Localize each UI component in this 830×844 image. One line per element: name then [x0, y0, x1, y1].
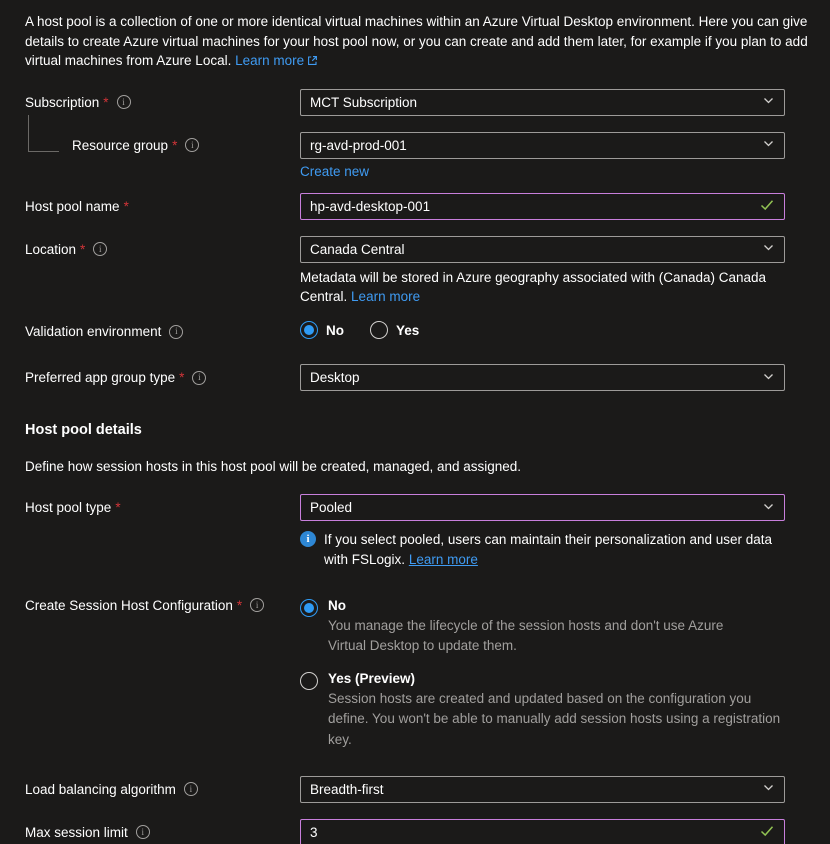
intro-text: A host pool is a collection of one or more identical virtual machines within an Azure Virtual Desktop environment. Here you can give details to create Azure virtual machines for your host pool now, or you can create and add them later, for example if you plan to add virtual machines from Azure Local. — [25, 14, 808, 69]
max-session-limit-row — [25, 819, 810, 844]
validation-no-label: No — [326, 322, 344, 338]
info-icon[interactable]: i — [192, 371, 206, 385]
resource-group-value: rg-avd-prod-001 — [310, 137, 407, 153]
cshc-label-group — [25, 595, 300, 613]
cshc-yes-label: Yes (Preview) — [328, 671, 416, 687]
info-icon[interactable]: i — [185, 138, 199, 152]
load-balancing-algorithm-dropdown[interactable] — [300, 776, 785, 803]
host-pool-details-heading: Host pool details — [25, 422, 142, 439]
load-balancing-algorithm-value: Breadth-first — [310, 781, 384, 797]
pooled-info-text: If you select pooled, users can maintain their personalization and user data with FSLogix. — [324, 532, 773, 568]
cshc-no-label: No — [328, 597, 346, 613]
resource-group-label-group — [25, 132, 300, 153]
info-icon[interactable]: i — [136, 825, 150, 839]
cshc-no-content — [328, 598, 748, 657]
host-pool-type-dropdown[interactable] — [300, 494, 785, 521]
preferred-app-group-type-label: Preferred app group type — [25, 370, 176, 386]
elbow-connector — [28, 115, 59, 152]
validation-no-option[interactable] — [300, 321, 344, 339]
host-pool-name-field — [300, 193, 785, 220]
location-label-group — [25, 236, 300, 257]
max-session-limit-label-group — [25, 819, 300, 840]
pooled-info-note — [300, 530, 785, 569]
chevron-down-icon — [762, 781, 775, 797]
preferred-app-group-type-label-group — [25, 364, 300, 385]
location-dropdown[interactable] — [300, 236, 785, 263]
load-balancing-algorithm-row — [25, 776, 810, 803]
preferred-app-group-type-value: Desktop — [310, 370, 360, 386]
cshc-yes-option[interactable] — [300, 671, 785, 750]
info-icon[interactable]: i — [93, 242, 107, 256]
subscription-row — [25, 89, 810, 116]
radio-selected-icon — [300, 599, 318, 617]
host-pool-name-label: Host pool name — [25, 198, 120, 214]
location-value: Canada Central — [310, 241, 405, 257]
validation-environment-label: Validation environment — [25, 324, 162, 340]
host-pool-type-value: Pooled — [310, 500, 353, 516]
valid-check-icon — [759, 198, 775, 215]
cshc-yes-content — [328, 671, 785, 750]
host-pool-type-label-group — [25, 494, 300, 515]
resource-group-dropdown[interactable] — [300, 132, 785, 159]
subscription-label: Subscription — [25, 94, 100, 110]
resource-group-label: Resource group — [72, 137, 169, 153]
required-asterisk: * — [236, 597, 243, 613]
external-link-icon — [307, 54, 318, 69]
create-new-link[interactable]: Create new — [300, 163, 370, 179]
location-helper: Metadata will be stored in Azure geography associated with (Canada) Canada Central. — [300, 269, 767, 304]
info-badge-icon: i — [300, 531, 316, 547]
validation-environment-row — [25, 318, 810, 339]
subscription-dropdown[interactable] — [300, 89, 785, 116]
max-session-limit-input[interactable] — [310, 825, 751, 840]
info-icon[interactable]: i — [169, 325, 183, 339]
radio-unselected-icon — [300, 672, 318, 690]
resource-group-row — [25, 132, 810, 179]
cshc-yes-description: Session hosts are created and updated based on the configuration you define. You won't be able to manually add session hosts using a registration key. — [328, 691, 781, 747]
validation-yes-option[interactable] — [370, 321, 419, 339]
required-asterisk: * — [103, 94, 109, 110]
info-icon[interactable]: i — [184, 782, 198, 796]
chevron-down-icon — [762, 137, 775, 153]
cshc-no-description: You manage the lifecycle of the session hosts and don't use Azure Virtual Desktop to update them. — [328, 617, 724, 653]
subscription-label-group — [25, 89, 300, 110]
radio-selected-icon — [300, 321, 318, 339]
required-asterisk: * — [123, 198, 129, 214]
required-asterisk: * — [172, 137, 178, 153]
chevron-down-icon — [762, 370, 775, 386]
validation-yes-label: Yes — [396, 322, 420, 338]
subscription-value: MCT Subscription — [310, 94, 418, 110]
host-pool-name-row — [25, 193, 810, 220]
chevron-down-icon — [762, 94, 775, 110]
info-icon[interactable]: i — [117, 95, 131, 109]
required-asterisk: * — [115, 500, 121, 516]
location-learn-more-link[interactable]: Learn more — [351, 288, 421, 304]
chevron-down-icon — [762, 241, 775, 257]
required-asterisk: * — [179, 370, 185, 386]
validation-environment-label-group — [25, 318, 300, 339]
location-helper-text — [300, 269, 772, 307]
location-label: Location — [25, 241, 77, 257]
host-pool-details-description: Define how session hosts in this host pool will be created, managed, and assigned. — [25, 459, 522, 475]
intro-learn-more-link[interactable]: Learn more — [235, 53, 305, 69]
preferred-app-group-type-row — [25, 364, 810, 391]
load-balancing-label-group — [25, 776, 300, 797]
host-pool-name-label-group — [25, 193, 300, 214]
pooled-info-text-wrap — [324, 530, 785, 569]
radio-unselected-icon — [370, 321, 388, 339]
cshc-no-option[interactable] — [300, 598, 785, 657]
max-session-limit-label: Max session limit — [25, 824, 128, 840]
host-pool-type-label: Host pool type — [25, 500, 112, 516]
chevron-down-icon — [762, 500, 775, 516]
intro-paragraph — [25, 12, 813, 72]
preferred-app-group-type-dropdown[interactable] — [300, 364, 785, 391]
required-asterisk: * — [80, 241, 86, 257]
cshc-radio-group — [300, 595, 785, 750]
validation-environment-radio-group — [300, 318, 785, 339]
info-icon[interactable]: i — [250, 598, 264, 612]
max-session-limit-field — [300, 819, 785, 844]
load-balancing-algorithm-label: Load balancing algorithm — [25, 781, 176, 797]
cshc-label: Create Session Host Configuration — [25, 597, 233, 613]
fslogix-learn-more-link[interactable]: Learn more — [408, 552, 478, 568]
host-pool-type-row — [25, 494, 810, 569]
host-pool-name-input[interactable] — [310, 199, 751, 214]
valid-check-icon — [759, 824, 775, 841]
create-session-host-configuration-row — [25, 595, 810, 750]
location-row — [25, 236, 810, 307]
